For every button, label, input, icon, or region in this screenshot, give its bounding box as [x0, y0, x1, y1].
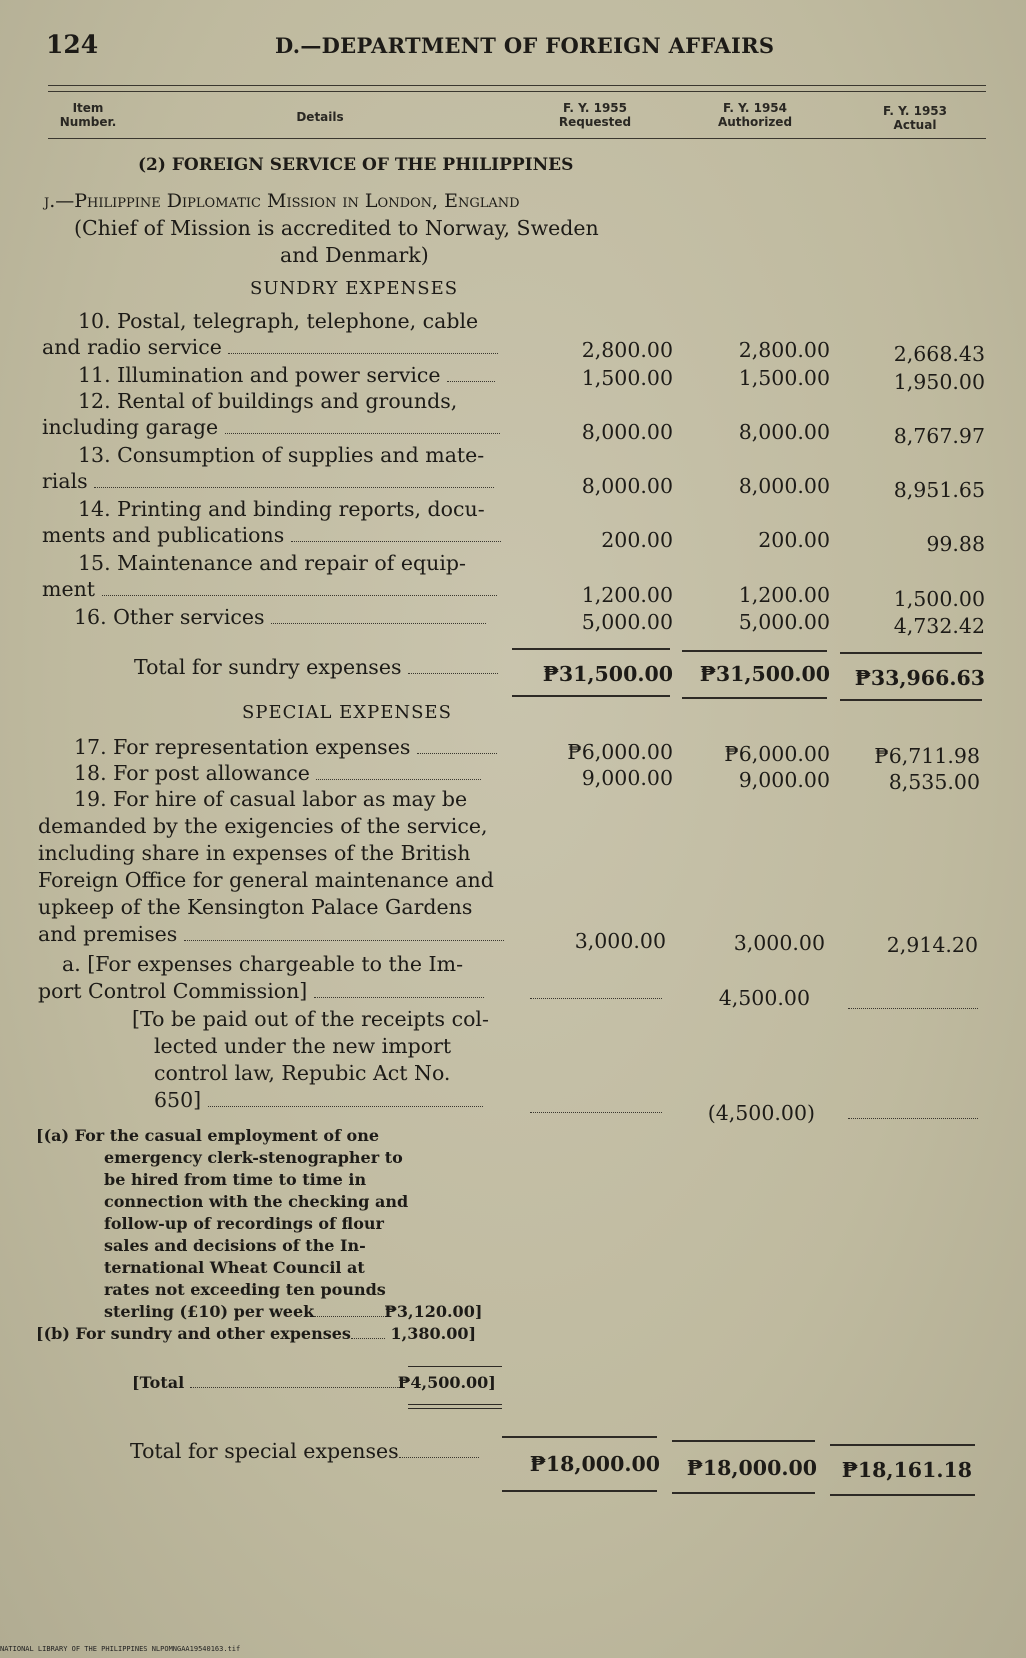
col-details: Details	[296, 110, 344, 124]
item-14-line1: 14. Printing and binding reports, docu-	[78, 497, 485, 521]
item-18-actual: 8,535.00	[888, 770, 980, 794]
item-16-label: 16. Other services	[74, 605, 265, 629]
item-10-label: and radio service	[42, 335, 222, 359]
item-16-line1	[74, 604, 486, 631]
mission-subtitle-2: and Denmark)	[280, 243, 429, 267]
item-15-line2	[42, 576, 497, 603]
item-11-requested: 1,500.00	[581, 366, 673, 390]
item-a-note-requested-blank	[530, 1112, 662, 1113]
item-10-line2	[42, 334, 512, 361]
item-13-requested: 8,000.00	[581, 474, 673, 498]
item-19-line1: 19. For hire of casual labor as may be	[74, 787, 468, 811]
special-total-label	[130, 1438, 479, 1465]
item-a-note-actual-blank	[848, 1118, 978, 1119]
item-a-authorized: 4,500.00	[718, 986, 810, 1010]
item-12-authorized: 8,000.00	[738, 420, 830, 444]
special-total-line-req	[502, 1490, 657, 1492]
item-12-line1: 12. Rental of buildings and grounds,	[78, 389, 458, 413]
total-line-auth	[682, 697, 827, 699]
item-19-line4: Foreign Office for general maintenance and	[38, 868, 494, 892]
item-11-label: 11. Illumination and power service	[78, 363, 441, 387]
leader-dots	[447, 381, 495, 382]
col-item-number	[48, 101, 128, 129]
item-12-actual: 8,767.97	[893, 424, 985, 448]
fn-total-label: [Total	[132, 1373, 185, 1392]
item-18	[74, 760, 481, 787]
sundry-total-text: Total for sundry expenses	[134, 655, 402, 679]
item-17-actual: ₱6,711.98	[874, 744, 980, 768]
item-a-requested-blank	[530, 998, 662, 999]
sum-line-act	[840, 652, 982, 654]
header-rule-top	[48, 85, 986, 86]
item-16-requested: 5,000.00	[581, 610, 673, 634]
item-18-requested: 9,000.00	[581, 766, 673, 790]
item-19-line3: including share in expenses of the British	[38, 841, 471, 865]
leader-dots	[399, 1457, 479, 1458]
item-15-actual: 1,500.00	[893, 587, 985, 611]
item-13-line1: 13. Consumption of supplies and mate-	[78, 443, 485, 467]
item-19-actual: 2,914.20	[886, 933, 978, 957]
leader-dots	[291, 541, 501, 542]
item-17-label: 17. For representation expenses	[74, 735, 411, 759]
special-total-line-auth	[672, 1492, 815, 1494]
header-rule-top-2	[48, 91, 986, 92]
col-fy1955-line1: F. Y. 1955	[562, 101, 627, 115]
item-a-note-line4	[154, 1087, 483, 1114]
sundry-total-actual: ₱33,966.63	[854, 666, 985, 690]
item-a-label: port Control Commission]	[38, 979, 308, 1003]
section-title: (2) FOREIGN SERVICE OF THE PHILIPPINES	[138, 155, 574, 175]
col-item-number-line2: Number.	[59, 115, 117, 129]
item-19-line5: upkeep of the Kensington Palace Gardens	[38, 895, 473, 919]
item-13-actual: 8,951.65	[893, 478, 985, 502]
fn-b-amount: 1,380.00]	[390, 1324, 477, 1343]
special-total-authorized: ₱18,000.00	[686, 1456, 817, 1480]
special-heading: SPECIAL EXPENSES	[242, 702, 452, 723]
special-total-actual: ₱18,161.18	[841, 1458, 972, 1482]
special-sum-line-req	[502, 1436, 657, 1438]
sundry-total-requested: ₱31,500.00	[542, 662, 673, 686]
item-17-authorized: ₱6,000.00	[724, 742, 830, 766]
col-fy1955-line2: Requested	[558, 115, 632, 129]
item-17	[74, 734, 497, 761]
item-19-line6	[38, 921, 504, 948]
leader-dots	[184, 940, 504, 941]
item-a-note-line3: control law, Repubic Act No.	[154, 1061, 451, 1085]
mission-subtitle-1: (Chief of Mission is accredited to Norway, Sweden	[74, 216, 599, 240]
item-16-actual: 4,732.42	[893, 614, 985, 638]
leader-dots	[208, 1106, 483, 1107]
item-12-line2	[42, 414, 500, 441]
item-16-authorized: 5,000.00	[738, 610, 830, 634]
leader-dots	[314, 1316, 384, 1317]
item-10-actual: 2,668.43	[893, 342, 985, 366]
item-17-requested: ₱6,000.00	[567, 740, 673, 764]
item-19-requested: 3,000.00	[574, 929, 666, 953]
item-14-authorized: 200.00	[758, 528, 830, 552]
fn-a-line9	[104, 1301, 482, 1323]
item-14-line2	[42, 522, 501, 549]
item-18-label: 18. For post allowance	[74, 761, 310, 785]
item-18-authorized: 9,000.00	[738, 768, 830, 792]
special-sum-line-auth	[672, 1440, 815, 1442]
col-fy1954-line1: F. Y. 1954	[722, 101, 787, 115]
item-19-authorized: 3,000.00	[733, 931, 825, 955]
item-10-requested: 2,800.00	[581, 338, 673, 362]
item-a-note-line2: lected under the new import	[154, 1034, 452, 1058]
item-a-line2	[38, 978, 484, 1005]
header-rule-bottom	[48, 138, 986, 139]
col-item-number-line1: Item	[72, 101, 104, 115]
leader-dots	[314, 997, 484, 998]
item-14-actual: 99.88	[926, 532, 985, 556]
special-total-requested: ₱18,000.00	[529, 1452, 660, 1476]
special-sum-line-act	[830, 1444, 975, 1446]
fn-a-line5: follow-up of recordings of flour	[104, 1214, 384, 1233]
page-title: D.—DEPARTMENT OF FOREIGN AFFAIRS	[275, 33, 775, 58]
item-15-line1: 15. Maintenance and repair of equip-	[78, 551, 466, 575]
scan-footer: NATIONAL LIBRARY OF THE PHILIPPINES NLPOMNGAA19540163.tif	[0, 1645, 241, 1653]
special-total-text: Total for special expenses	[130, 1439, 399, 1463]
item-19-line2: demanded by the exigencies of the service,	[38, 814, 488, 838]
fn-sum-line	[408, 1366, 502, 1367]
fn-a-line4: connection with the checking and	[104, 1192, 409, 1211]
col-fy1953-line2: Actual	[893, 118, 937, 132]
leader-dots	[351, 1338, 385, 1339]
fn-a-line1: [(a) For the casual employment of one	[36, 1126, 379, 1145]
item-11-authorized: 1,500.00	[738, 366, 830, 390]
item-10-authorized: 2,800.00	[738, 338, 830, 362]
leader-dots	[102, 595, 497, 596]
item-12-label: including garage	[42, 415, 219, 439]
sum-line-req	[512, 648, 670, 650]
fn-a-line7: ternational Wheat Council at	[104, 1258, 365, 1277]
fn-a-line3: be hired from time to time in	[104, 1170, 367, 1189]
col-fy1953	[860, 104, 970, 132]
total-line-act	[840, 699, 982, 701]
fn-a-line8: rates not exceeding ten pounds	[104, 1280, 386, 1299]
col-fy1954	[700, 101, 810, 129]
leader-dots	[228, 353, 498, 354]
leader-dots	[94, 487, 494, 488]
special-total-line-act	[830, 1494, 975, 1496]
item-a-actual-blank	[848, 1008, 978, 1009]
item-13-line2	[42, 468, 494, 495]
item-13-authorized: 8,000.00	[738, 474, 830, 498]
sum-line-auth	[682, 650, 827, 652]
fn-total-amount: ₱4,500.00]	[397, 1373, 496, 1392]
sundry-heading: SUNDRY EXPENSES	[250, 278, 459, 299]
leader-dots	[271, 623, 486, 624]
leader-dots	[408, 673, 498, 674]
fn-total-line-1	[408, 1404, 502, 1405]
item-15-authorized: 1,200.00	[738, 583, 830, 607]
item-12-requested: 8,000.00	[581, 420, 673, 444]
fn-a-line2: emergency clerk-stenographer to	[104, 1148, 403, 1167]
item-13-label: rials	[42, 469, 88, 493]
item-19-label: and premises	[38, 922, 178, 946]
item-15-label: ment	[42, 577, 96, 601]
fn-b	[36, 1323, 476, 1345]
fn-total-line-2	[408, 1408, 502, 1409]
item-a-line1: a. [For expenses chargeable to the Im-	[62, 952, 464, 976]
col-fy1953-line1: F. Y. 1953	[882, 104, 947, 118]
item-a-note-authorized: (4,500.00)	[707, 1101, 815, 1125]
fn-a-label: sterling (£10) per week	[104, 1302, 315, 1321]
item-a-note-label: 650]	[154, 1088, 202, 1112]
fn-a-line6: sales and decisions of the In-	[104, 1236, 366, 1255]
sundry-total-authorized: ₱31,500.00	[699, 662, 830, 686]
item-15-requested: 1,200.00	[581, 583, 673, 607]
leader-dots	[225, 433, 500, 434]
leader-dots	[316, 779, 481, 780]
total-line-req	[512, 695, 670, 697]
fn-b-label: [(b) For sundry and other expenses	[36, 1324, 351, 1343]
col-fy1955	[540, 101, 650, 129]
item-11-actual: 1,950.00	[893, 370, 985, 394]
fn-total	[132, 1372, 496, 1394]
item-14-label: ments and publications	[42, 523, 285, 547]
leader-dots	[190, 1387, 398, 1388]
item-14-requested: 200.00	[601, 528, 673, 552]
item-a-note-line1: [To be paid out of the receipts col-	[132, 1007, 489, 1031]
mission-title: j.—Philippine Diplomatic Mission in London, England	[44, 190, 520, 212]
page-number: 124	[46, 30, 99, 59]
sundry-total-label	[134, 654, 498, 681]
item-11-line1	[78, 362, 495, 389]
fn-a-amount: ₱3,120.00]	[384, 1302, 483, 1321]
leader-dots	[417, 753, 497, 754]
col-fy1954-line2: Authorized	[717, 115, 793, 129]
item-10-line1: 10. Postal, telegraph, telephone, cable	[78, 309, 479, 333]
